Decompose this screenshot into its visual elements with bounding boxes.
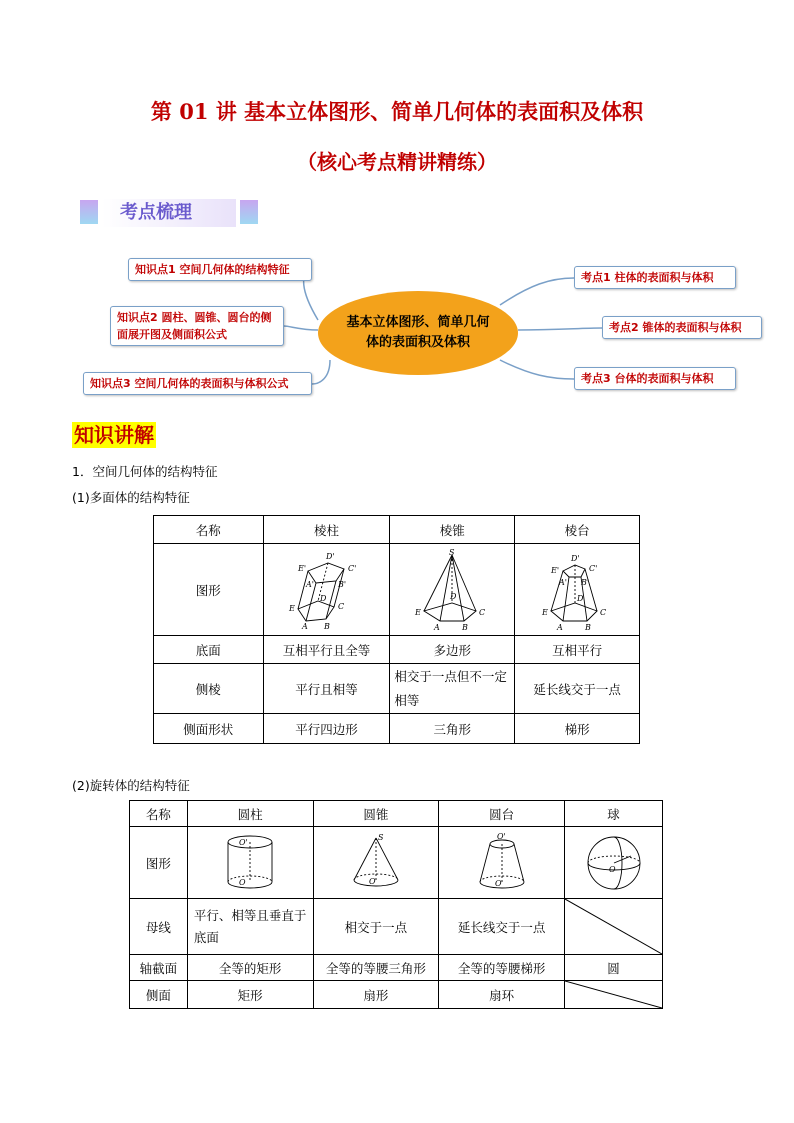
table-header: 名称	[154, 516, 264, 544]
table-header: 圆柱	[187, 801, 313, 827]
subheading-solids-of-revolution: (2)旋转体的结构特征	[72, 778, 190, 793]
frustum-figure-cell	[515, 544, 640, 636]
prism-figure-cell	[263, 544, 390, 636]
table-cell: 圆	[565, 955, 663, 981]
page-subtitle: （核心考点精讲精练）	[297, 150, 497, 174]
vertex-label: A	[302, 621, 309, 631]
vertex-label: D	[320, 593, 327, 603]
table-header: 名称	[130, 801, 188, 827]
vertex-label: E'	[298, 563, 307, 573]
center-label: O	[239, 877, 246, 887]
table-cell: 延长线交于一点	[515, 664, 640, 714]
empty-diagonal-cell	[565, 981, 663, 1009]
table-cell: 扇形	[313, 981, 439, 1009]
frustum-cone-figure-cell	[439, 827, 565, 899]
frustum-figure	[537, 549, 617, 631]
vertex-label: E'	[551, 565, 560, 575]
row-label: 轴截面	[130, 955, 188, 981]
diagonal-slash	[565, 899, 662, 954]
table-header: 棱锥	[390, 516, 515, 544]
table-cell: 互相平行且全等	[263, 636, 390, 664]
table-cell: 全等的矩形	[187, 955, 313, 981]
cylinder-figure	[215, 832, 285, 894]
table-cell: 平行四边形	[263, 714, 390, 744]
vertex-label: C	[479, 607, 486, 617]
table-header: 棱柱	[263, 516, 390, 544]
row-label: 侧面	[130, 981, 188, 1009]
table-cell: 延长线交于一点	[439, 899, 565, 955]
table-header: 棱台	[515, 516, 640, 544]
vertex-label: C'	[589, 563, 598, 573]
center-label: O'	[496, 831, 506, 841]
row-label: 图形	[130, 827, 188, 899]
mindmap-center	[318, 291, 518, 375]
mindmap-node-topic-1: 考点1 柱体的表面积与体积	[574, 266, 736, 289]
vertex-label: A	[557, 622, 563, 631]
table-header: 球	[565, 801, 663, 827]
section-heading: 知识讲解	[74, 423, 154, 447]
vertex-label: B	[462, 622, 469, 631]
row-label: 侧棱	[154, 664, 264, 714]
subheading-structure: 1．空间几何体的结构特征	[72, 464, 218, 479]
table-cell: 多边形	[390, 636, 515, 664]
table-cell: 平行且相等	[263, 664, 390, 714]
table-cell: 平行、相等且垂直于底面	[187, 899, 313, 955]
row-label: 底面	[154, 636, 264, 664]
center-label: O'	[239, 837, 248, 847]
vertex-label: C	[600, 607, 607, 617]
table-cell: 三角形	[390, 714, 515, 744]
pyramid-vertex-labels	[414, 549, 485, 631]
table-cell: 矩形	[187, 981, 313, 1009]
table-cell: 全等的等腰梯形	[439, 955, 565, 981]
vertex-label: D'	[571, 553, 580, 563]
page-title: 第 01 讲 基本立体图形、简单几何体的表面积及体积	[150, 99, 644, 124]
table-cell: 扇环	[439, 981, 565, 1009]
pyramid-figure	[412, 549, 492, 631]
vertex-label: B'	[581, 577, 590, 587]
cylinder-figure-cell	[187, 827, 313, 899]
pyramid-figure-cell	[390, 544, 515, 636]
row-label: 母线	[130, 899, 188, 955]
table-header: 圆台	[439, 801, 565, 827]
center-label: O	[608, 864, 616, 874]
frustum-cone-figure	[467, 832, 537, 894]
table-cell: 全等的等腰三角形	[313, 955, 439, 981]
vertex-label: S	[449, 548, 455, 557]
table-cell: 梯形	[515, 714, 640, 744]
table-cell: 相交于一点但不一定相等	[390, 664, 515, 714]
vertex-label: E	[542, 607, 548, 617]
empty-diagonal-cell	[565, 899, 663, 955]
vertex-label: A'	[306, 579, 315, 589]
apex-label: S	[377, 832, 384, 842]
sphere-figure-cell	[565, 827, 663, 899]
row-label: 图形	[154, 544, 264, 636]
diagonal-slash	[565, 981, 662, 1008]
vertex-label: C	[338, 601, 345, 611]
row-label: 侧面形状	[154, 714, 264, 744]
mindmap-node-knowledge-1: 知识点1 空间几何体的结构特征	[128, 258, 312, 281]
mindmap-node-knowledge-2: 知识点2 圆柱、圆锥、圆台的侧面展开图及侧面积公式	[110, 306, 284, 346]
banner-label: 考点梳理	[102, 199, 236, 227]
vertex-label: A'	[559, 577, 568, 587]
cone-figure-cell	[313, 827, 439, 899]
vertex-label: B	[324, 621, 331, 631]
vertex-label: B'	[338, 579, 347, 589]
vertex-label: E	[415, 607, 422, 617]
center-label: O	[368, 876, 376, 886]
mindmap-node-knowledge-3: 知识点3 空间几何体的表面积与体积公式	[83, 372, 312, 395]
prism-figure	[286, 549, 366, 631]
table-cell: 相交于一点	[313, 899, 439, 955]
vertex-label: A	[434, 622, 441, 631]
mindmap-node-topic-3: 考点3 台体的表面积与体积	[574, 367, 736, 390]
polyhedra-table	[153, 515, 640, 744]
mindmap-node-topic-2: 考点2 锥体的表面积与体积	[602, 316, 762, 339]
vertex-label: D	[450, 591, 457, 601]
subheading-polyhedra: (1)多面体的结构特征	[72, 490, 190, 505]
vertex-label: B	[585, 622, 591, 631]
center-label: O	[494, 878, 502, 888]
table-header: 圆锥	[313, 801, 439, 827]
vertex-label: E	[289, 603, 296, 613]
vertex-label: D'	[326, 551, 336, 561]
vertex-label: C'	[348, 563, 357, 573]
revolution-table	[129, 800, 663, 1009]
mindmap-center-label: 基本立体图形、简单几何体的表面积及体积	[346, 315, 490, 350]
vertex-label: D	[577, 593, 584, 603]
cone-figure	[341, 832, 411, 894]
table-cell: 互相平行	[515, 636, 640, 664]
sphere-figure	[579, 832, 649, 894]
